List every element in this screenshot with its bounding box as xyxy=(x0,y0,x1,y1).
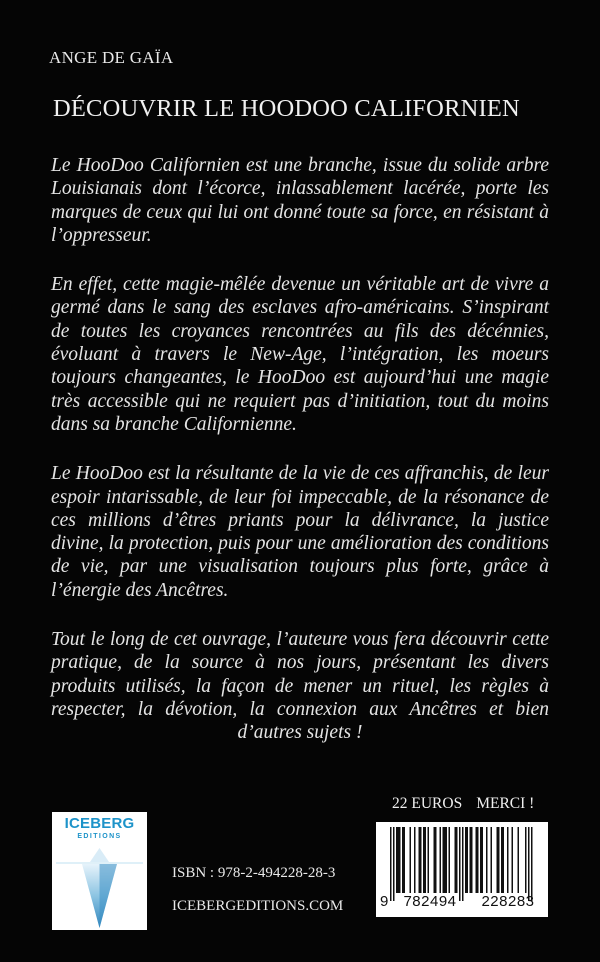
barcode-bar xyxy=(476,827,478,893)
barcode-bar xyxy=(471,827,473,893)
barcode-bar xyxy=(396,827,398,893)
barcode-bar xyxy=(393,827,395,901)
barcode-bar xyxy=(480,827,482,893)
barcode-bar xyxy=(503,827,505,893)
barcode-bar xyxy=(425,827,427,893)
barcode-bar xyxy=(491,827,493,893)
barcode-bar xyxy=(531,827,533,901)
barcode-bar xyxy=(434,827,436,893)
barcode-bar xyxy=(390,827,392,901)
blurb-paragraph-3: Le HooDoo est la résultante de la vie de ces affranchis, de leur espoir intarissable, de leur foi impeccable, de la résonance de ces millions d’êtres priants pour la délivrance, la justice divine, la protection, puis pour une amélioration des conditions de vie, par une visualisation toujours plus forte, grâce à l’énergie des Ancêtres. xyxy=(51,463,549,601)
barcode-bar xyxy=(446,827,448,893)
barcode-bar xyxy=(465,827,467,893)
barcode-bar xyxy=(498,827,500,893)
barcode-bar xyxy=(435,827,437,893)
barcode-first-digit: 9 xyxy=(380,893,389,910)
barcode-bar xyxy=(419,827,421,893)
barcode-bar xyxy=(512,827,514,893)
publisher-logo xyxy=(52,812,147,930)
barcode-bar xyxy=(414,827,416,893)
barcode-bar xyxy=(518,827,520,893)
barcode-right-digits: 228283 xyxy=(481,893,535,910)
price-line xyxy=(392,795,534,813)
barcode-bar xyxy=(507,827,509,893)
iceberg-icon xyxy=(52,846,147,930)
barcode-bar xyxy=(486,827,488,893)
barcode-bar xyxy=(443,827,445,893)
barcode-bar xyxy=(399,827,401,893)
barcode-bar xyxy=(444,827,446,893)
barcode-bar xyxy=(462,827,464,901)
publisher-logo-name: ICEBERG xyxy=(64,815,135,832)
barcode-bar xyxy=(404,827,406,893)
barcode xyxy=(376,822,548,917)
blurb-paragraph-2: En effet, cette magie-mêlée devenue un véritable art de vivre a germé dans le sang des esclaves afro-américains. S’inspirant de toutes les croyances rencontrées au fils des décénnies, évoluant à travers le New-Age, l’intégration, les moeurs toujours changeantes, le HooDoo est aujourd’hui une magie très accessible qui ne requiert pas d’initiation, tout du moins dans sa branche Californienne. xyxy=(51,274,549,435)
isbn: ISBN : 978-2-494228-28-3 xyxy=(172,865,336,881)
barcode-bar xyxy=(467,827,469,893)
author-name: ANGE DE GAÏA xyxy=(49,48,174,67)
blurb-paragraph-1: Le HooDoo Californien est une branche, issue du solide arbre Louisianais dont l’écorce, inlassablement lacérée, porte les marques de ceux qui lui ont donné toute sa force, en résistant à l’oppresseur. xyxy=(51,155,549,246)
barcode-bar xyxy=(501,827,503,893)
barcode-bar xyxy=(497,827,499,893)
website: ICEBERGEDITIONS.COM xyxy=(172,898,344,914)
barcode-bar xyxy=(449,827,451,893)
book-title: DÉCOUVRIR LE HOODOO CALIFORNIEN xyxy=(53,95,520,122)
barcode-bar xyxy=(423,827,425,893)
barcode-bar xyxy=(525,827,527,893)
price: 22 EUROS xyxy=(392,795,463,812)
barcode-bar xyxy=(410,827,412,893)
thanks-text: MERCI ! xyxy=(476,795,535,812)
barcode-bar xyxy=(440,827,442,893)
blurb-paragraph-4: Tout le long de cet ouvrage, l’auteure vous fera découvrir cette pratique, de la source à nos jours, présentant les divers produits utilisés, la façon de mener un rituel, les règles à respecter, la dévotion, la connexion aux Ancêtres et bien d’autres sujets ! xyxy=(51,629,549,744)
barcode-bar xyxy=(470,827,472,893)
barcode-bar xyxy=(459,827,461,901)
barcode-bar xyxy=(428,827,430,893)
barcode-bar xyxy=(482,827,484,893)
barcode-bar xyxy=(420,827,422,893)
blurb xyxy=(51,154,549,771)
barcode-bar xyxy=(402,827,404,893)
barcode-left-digits: 782494 xyxy=(403,893,457,910)
publisher-logo-subtitle: EDITIONS xyxy=(77,833,122,840)
barcode-bar xyxy=(477,827,479,893)
barcode-bar xyxy=(398,827,400,893)
barcode-bar xyxy=(528,827,530,901)
barcode-bar xyxy=(455,827,457,893)
barcode-bar xyxy=(456,827,458,893)
